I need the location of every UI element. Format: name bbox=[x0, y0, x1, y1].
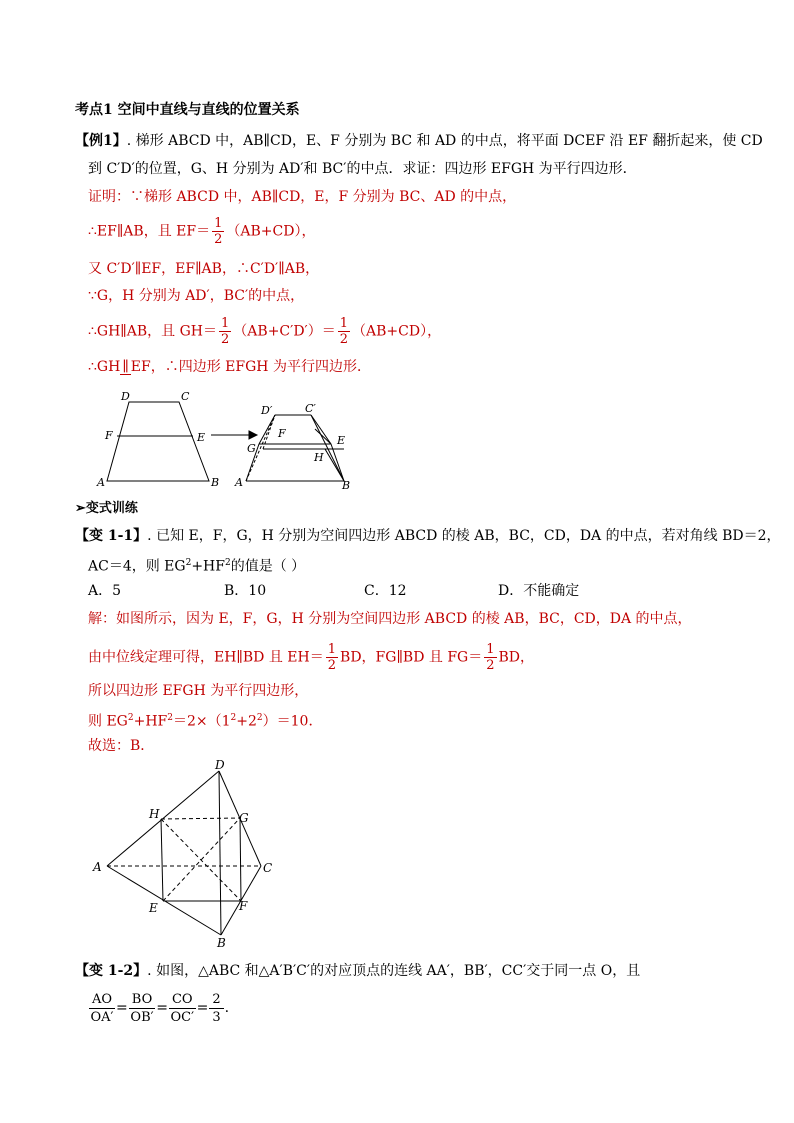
fig2-label-h: H bbox=[149, 807, 160, 821]
ratio-ao-oa: $\frac{AO}{OA'}$ bbox=[90, 991, 114, 1025]
fig2-label-c: C bbox=[263, 861, 273, 875]
fig2-label-f: F bbox=[239, 899, 248, 913]
proof-line5: ∴GH∥AB，且 GH＝ $\frac{1}{2}$ （AB+C′D′）＝ $\frac{1}{2}$ （AB+CD）， bbox=[88, 316, 442, 347]
label-a: A bbox=[97, 476, 105, 489]
solution-line5: 故选：B． bbox=[88, 738, 155, 754]
label-d: D bbox=[121, 390, 130, 403]
label-e: E bbox=[197, 431, 206, 444]
proof-line4: ∵G，H 分别为 AD′，BC′的中点， bbox=[88, 288, 305, 304]
proof-line1: 证明：∵梯形 ABCD 中，AB∥CD，E，F 分别为 BC、AD 的中点， bbox=[88, 189, 517, 205]
solution-line3: 所以四边形 EFGH 为平行四边形， bbox=[88, 683, 309, 699]
section-title: 考点1 空间中直线与直线的位置关系 bbox=[75, 102, 300, 118]
proof-line6: ∴GH ∥ EF，∴四边形 EFGH 为平行四边形． bbox=[88, 359, 371, 375]
arrow-head bbox=[249, 431, 257, 439]
figure1-trapezoid-fold bbox=[85, 385, 375, 495]
option-b: B．10 bbox=[224, 583, 267, 599]
variant1-1-stem-line1: 【变 1-1】. 已知 E，F，G，H 分别为空间四边形 ABCD 的棱 AB，BC，CD，DA 的中点，若对角线 BD＝2， bbox=[75, 528, 781, 544]
fig2-label-e: E bbox=[149, 901, 158, 915]
label-c-prime: C′ bbox=[305, 402, 316, 415]
fig2-label-g: G bbox=[239, 811, 249, 825]
fraction-half: $\frac{1}{2}$ bbox=[486, 642, 495, 673]
solution-line4: 则 $EG^2+HF^2=2\times(1^2+2^2)=10$． bbox=[88, 713, 323, 730]
proof-line3: 又 C′D′∥EF，EF∥AB，∴C′D′∥AB， bbox=[88, 261, 320, 277]
figure2-space-quadrilateral bbox=[85, 760, 285, 950]
option-a: A．5 bbox=[88, 583, 122, 599]
label-h: H bbox=[314, 451, 324, 464]
label-a2: A bbox=[235, 476, 243, 489]
fig2-label-a: A bbox=[93, 860, 102, 874]
example1-stem-line1: 【例1】. 梯形 ABCD 中，AB∥CD，E、F 分别为 BC 和 AD 的中点，将平面 DCEF 沿 EF 翻折起来，使 CD bbox=[75, 133, 763, 149]
example1-stem-line2: 到 C′D′的位置，G、H 分别为 AD′和 BC′的中点．求证：四边形 EFGH 为平行四边形． bbox=[88, 161, 637, 177]
variant1-2-stem-line1: 【变 1-2】. 如图，△ABC 和△A′B′C′的对应顶点的连线 AA′，BB′，CC′交于同一点 O，且 bbox=[75, 963, 641, 979]
label-f2: F bbox=[278, 427, 286, 440]
label-e2: E bbox=[337, 434, 346, 447]
label-f: F bbox=[105, 429, 113, 442]
fig2-label-d: D bbox=[215, 760, 225, 772]
trapezoid-abcd bbox=[107, 402, 209, 481]
fraction-half: $\frac{1}{2}$ bbox=[339, 316, 349, 347]
solution-line2: 由中位线定理可得，EH∥BD 且 EH＝ $\frac{1}{2}$ BD，FG∥BD 且 FG＝ $\frac{1}{2}$ BD， bbox=[88, 642, 535, 673]
proof-line2: ∴EF∥AB，且 EF＝ $\frac{1}{2}$ （AB+CD）， bbox=[88, 216, 316, 247]
ratio-bo-ob: $\frac{BO}{OB'}$ bbox=[130, 991, 154, 1025]
label-c: C bbox=[181, 390, 190, 403]
label-b2: B bbox=[342, 479, 351, 492]
label-b: B bbox=[211, 476, 220, 489]
label-g: G bbox=[247, 442, 256, 455]
fraction-half: $\frac{1}{2}$ bbox=[214, 216, 223, 247]
variant1-1-stem-line2: AC＝4，则 $EG^2+HF^2$的值是（ ） bbox=[88, 558, 306, 575]
fig2-label-b: B bbox=[217, 936, 226, 950]
ratio-co-oc: $\frac{CO}{OC'}$ bbox=[170, 991, 195, 1025]
label-d-prime: D′ bbox=[261, 404, 273, 417]
variant-heading: ➢变式训练 bbox=[75, 501, 138, 516]
option-d: D．不能确定 bbox=[498, 583, 580, 599]
fraction-half: $\frac{1}{2}$ bbox=[327, 642, 337, 673]
variant1-2-ratio-equation: $\frac{AO}{OA'}$ = $\frac{BO}{OB'}$ = $\frac{CO}{OC'}$ = $\frac{2}{3}$ . bbox=[90, 991, 230, 1025]
ratio-two-thirds: $\frac{2}{3}$ bbox=[209, 991, 223, 1026]
option-c: C．12 bbox=[364, 583, 407, 599]
solution-line1: 解：如图所示，因为 E，F，G，H 分别为空间四边形 ABCD 的棱 AB，BC，CD，DA 的中点， bbox=[88, 611, 692, 627]
fraction-half: $\frac{1}{2}$ bbox=[221, 316, 230, 347]
